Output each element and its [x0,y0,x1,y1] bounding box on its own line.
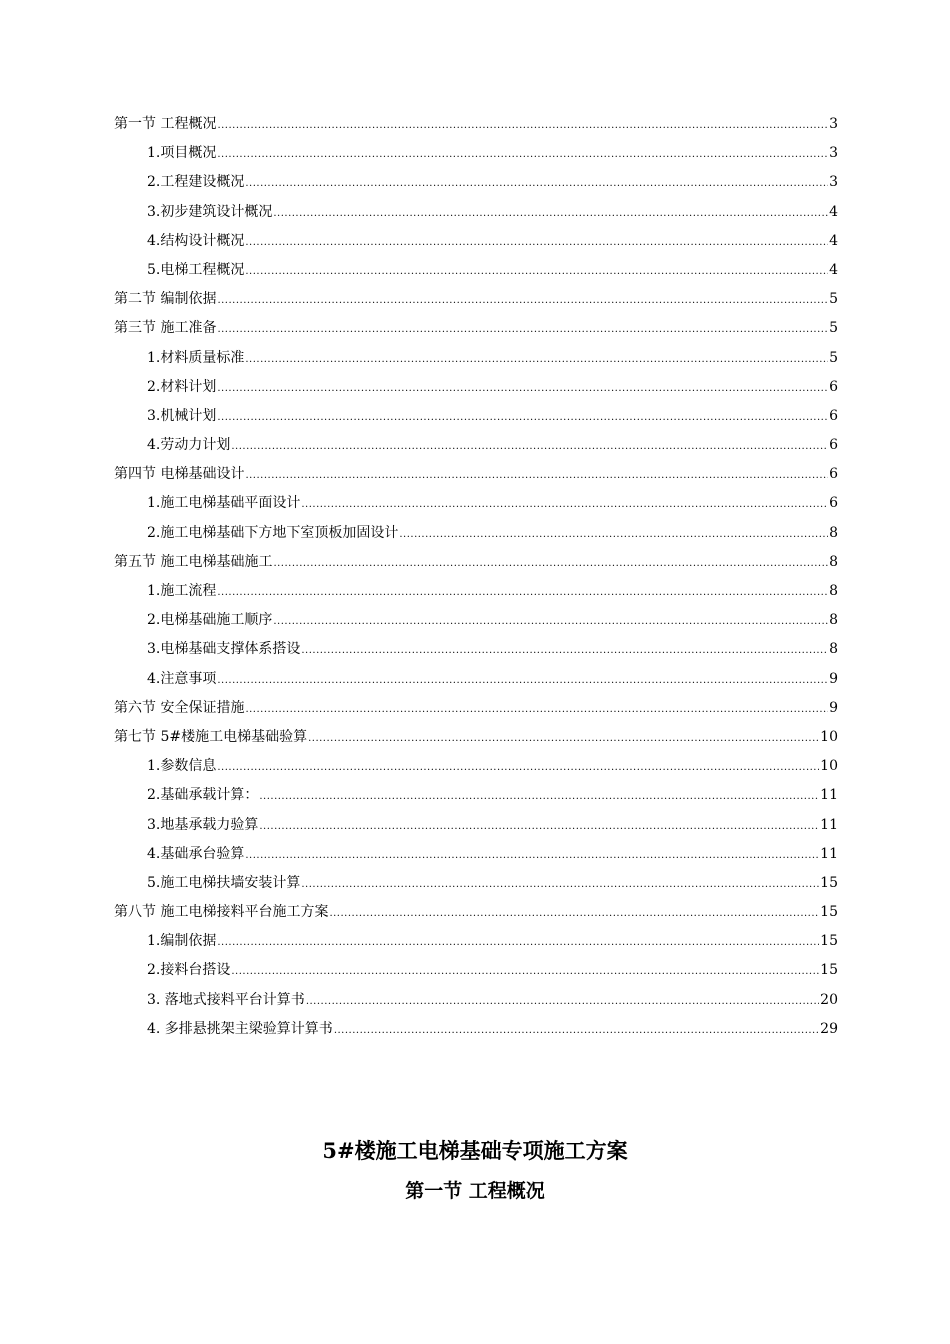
toc-subsection-entry[interactable] [114,752,838,781]
toc-subsection-entry[interactable] [114,344,838,373]
toc-section-entry[interactable] [114,110,838,139]
toc-page-number: 15 [820,962,838,979]
toc-entry-label: 第五节 施工电梯基础施工 [114,553,273,570]
toc-entry-label: 第三节 施工准备 [114,320,217,337]
toc-subsection-entry[interactable] [114,840,838,869]
toc-entry-label: 第四节 电梯基础设计 [114,466,245,483]
toc-entry-label: 第八节 施工电梯接料平台施工方案 [114,904,329,921]
toc-dot-leader [245,345,828,374]
toc-entry-label: 1.项目概况 [147,145,217,162]
toc-dot-leader [308,724,819,753]
toc-entry-label: 1.参数信息 [147,758,217,775]
toc-dot-leader [245,841,819,870]
toc-dot-leader [399,520,828,549]
toc-page-number: 8 [829,553,838,570]
toc-dot-leader [259,812,819,841]
toc-page-number: 6 [829,407,838,424]
toc-subsection-entry[interactable] [114,168,838,197]
toc-entry-label: 1.施工流程 [147,583,217,599]
toc-subsection-entry[interactable] [114,956,838,985]
toc-page-number: 15 [820,874,838,891]
toc-entry-label: 第一节 工程概况 [114,116,217,132]
toc-section-entry[interactable] [114,285,838,314]
toc-section-entry[interactable] [114,314,838,343]
toc-section-entry[interactable] [114,898,838,927]
toc-subsection-entry[interactable] [114,811,838,840]
toc-page-number: 4 [829,203,838,220]
toc-subsection-entry[interactable] [114,256,838,285]
toc-subsection-entry[interactable] [114,373,838,402]
toc-dot-leader [231,432,828,461]
toc-entry-label: 4.劳动力计划 [147,437,231,454]
toc-entry-label: 第七节 5#楼施工电梯基础验算 [114,728,308,745]
toc-section-entry[interactable] [114,723,838,752]
toc-entry-label: 3.机械计划 [147,407,217,424]
toc-entry-label: 5.电梯工程概况 [147,261,245,278]
toc-dot-leader [245,169,828,198]
toc-page-number: 15 [820,904,838,921]
toc-dot-leader [217,753,819,782]
toc-entry-label: 5.施工电梯扶墙安装计算 [147,874,301,891]
toc-dot-leader [245,695,828,724]
toc-dot-leader [217,403,828,432]
toc-page-number: 3 [829,145,838,162]
toc-dot-leader [217,315,828,344]
toc-dot-leader [217,578,828,607]
toc-subsection-entry[interactable] [114,519,838,548]
toc-dot-leader [301,636,828,665]
toc-entry-label: 2.工程建设概况 [147,174,245,191]
section-heading: 第一节 工程概况 [405,1180,545,1202]
toc-section-entry[interactable] [114,460,838,489]
toc-page-number: 5 [829,291,838,308]
toc-entry-label: 第六节 安全保证措施 [114,699,245,716]
toc-subsection-entry[interactable] [114,1015,838,1044]
toc-dot-leader [306,987,819,1016]
toc-subsection-entry[interactable] [114,635,838,664]
toc-page-number: 8 [829,612,838,629]
toc-section-entry[interactable] [114,548,838,577]
toc-dot-leader [329,899,819,928]
toc-page-number: 11 [820,845,838,862]
toc-subsection-entry[interactable] [114,431,838,460]
toc-entry-label: 4.结构设计概况 [147,232,245,249]
toc-section-entry[interactable] [114,694,838,723]
toc-page-number: 11 [820,787,838,804]
toc-dot-leader [245,257,828,286]
toc-subsection-entry[interactable] [114,781,838,810]
toc-page-number: 20 [820,991,838,1008]
toc-page-number: 15 [820,933,838,950]
toc-entry-label: 2.施工电梯基础下方地下室顶板加固设计 [147,524,399,541]
toc-page-number: 8 [829,641,838,658]
toc-dot-leader [217,374,828,403]
toc-entry-label: 3. 落地式接料平台计算书 [147,991,305,1008]
toc-subsection-entry[interactable] [114,606,838,635]
toc-subsection-entry[interactable] [114,489,838,518]
toc-page-number: 8 [829,583,838,599]
toc-subsection-entry[interactable] [114,665,838,694]
toc-dot-leader [301,870,819,899]
toc-dot-leader [334,1016,819,1045]
toc-page-number: 6 [829,495,838,512]
toc-page-number: 5 [829,320,838,337]
toc-subsection-entry[interactable] [114,139,838,168]
toc-page-number: 3 [829,116,838,132]
toc-subsection-entry[interactable] [114,577,838,606]
toc-entry-label: 1.编制依据 [147,933,217,950]
toc-dot-leader [217,928,819,957]
toc-page-number: 10 [820,728,838,745]
toc-entry-label: 1.材料质量标准 [147,349,245,366]
table-of-contents [114,110,838,1044]
toc-page-number: 9 [829,699,838,716]
toc-dot-leader [231,957,819,986]
toc-subsection-entry[interactable] [114,227,838,256]
toc-page-number: 4 [829,261,838,278]
toc-page-number: 10 [820,758,838,775]
toc-entry-label: 4.基础承台验算 [147,845,245,862]
toc-page-number: 9 [829,670,838,687]
toc-page-number: 6 [829,437,838,454]
toc-page-number: 6 [829,466,838,483]
toc-entry-label: 2.接料台搭设 [147,962,231,979]
toc-page-number: 3 [829,174,838,191]
toc-dot-leader [245,461,828,490]
toc-entry-label: 2.材料计划 [147,378,217,395]
toc-page-number: 4 [829,232,838,249]
toc-page-number: 29 [820,1020,838,1037]
toc-entry-label: 2.电梯基础施工顺序 [147,612,273,629]
toc-subsection-entry[interactable] [114,402,838,431]
toc-entry-label: 1.施工电梯基础平面设计 [147,495,301,512]
toc-dot-leader [273,199,828,228]
toc-page-number: 6 [829,378,838,395]
toc-entry-label: 3.初步建筑设计概况 [147,203,273,220]
toc-dot-leader [217,111,828,140]
toc-entry-label: 4. 多排悬挑架主梁验算计算书 [147,1020,333,1037]
toc-dot-leader [217,140,828,169]
toc-entry-label: 3.地基承载力验算 [147,816,259,833]
toc-entry-label: 2.基础承载计算： [147,787,259,804]
toc-dot-leader [245,228,828,257]
toc-dot-leader [301,490,828,519]
toc-subsection-entry[interactable] [114,198,838,227]
toc-page-number: 11 [820,816,838,833]
toc-dot-leader [217,666,828,695]
toc-dot-leader [217,286,828,315]
toc-entry-label: 4.注意事项 [147,670,217,687]
toc-dot-leader [259,782,819,811]
document-title: 5#楼施工电梯基础专项施工方案 [322,1138,628,1163]
toc-page-number: 8 [829,524,838,541]
toc-dot-leader [273,549,828,578]
toc-entry-label: 3.电梯基础支撑体系搭设 [147,641,301,658]
toc-subsection-entry[interactable] [114,986,838,1015]
toc-subsection-entry[interactable] [114,927,838,956]
toc-dot-leader [273,607,828,636]
toc-entry-label: 第二节 编制依据 [114,291,217,308]
toc-page-number: 5 [829,349,838,366]
toc-subsection-entry[interactable] [114,869,838,898]
